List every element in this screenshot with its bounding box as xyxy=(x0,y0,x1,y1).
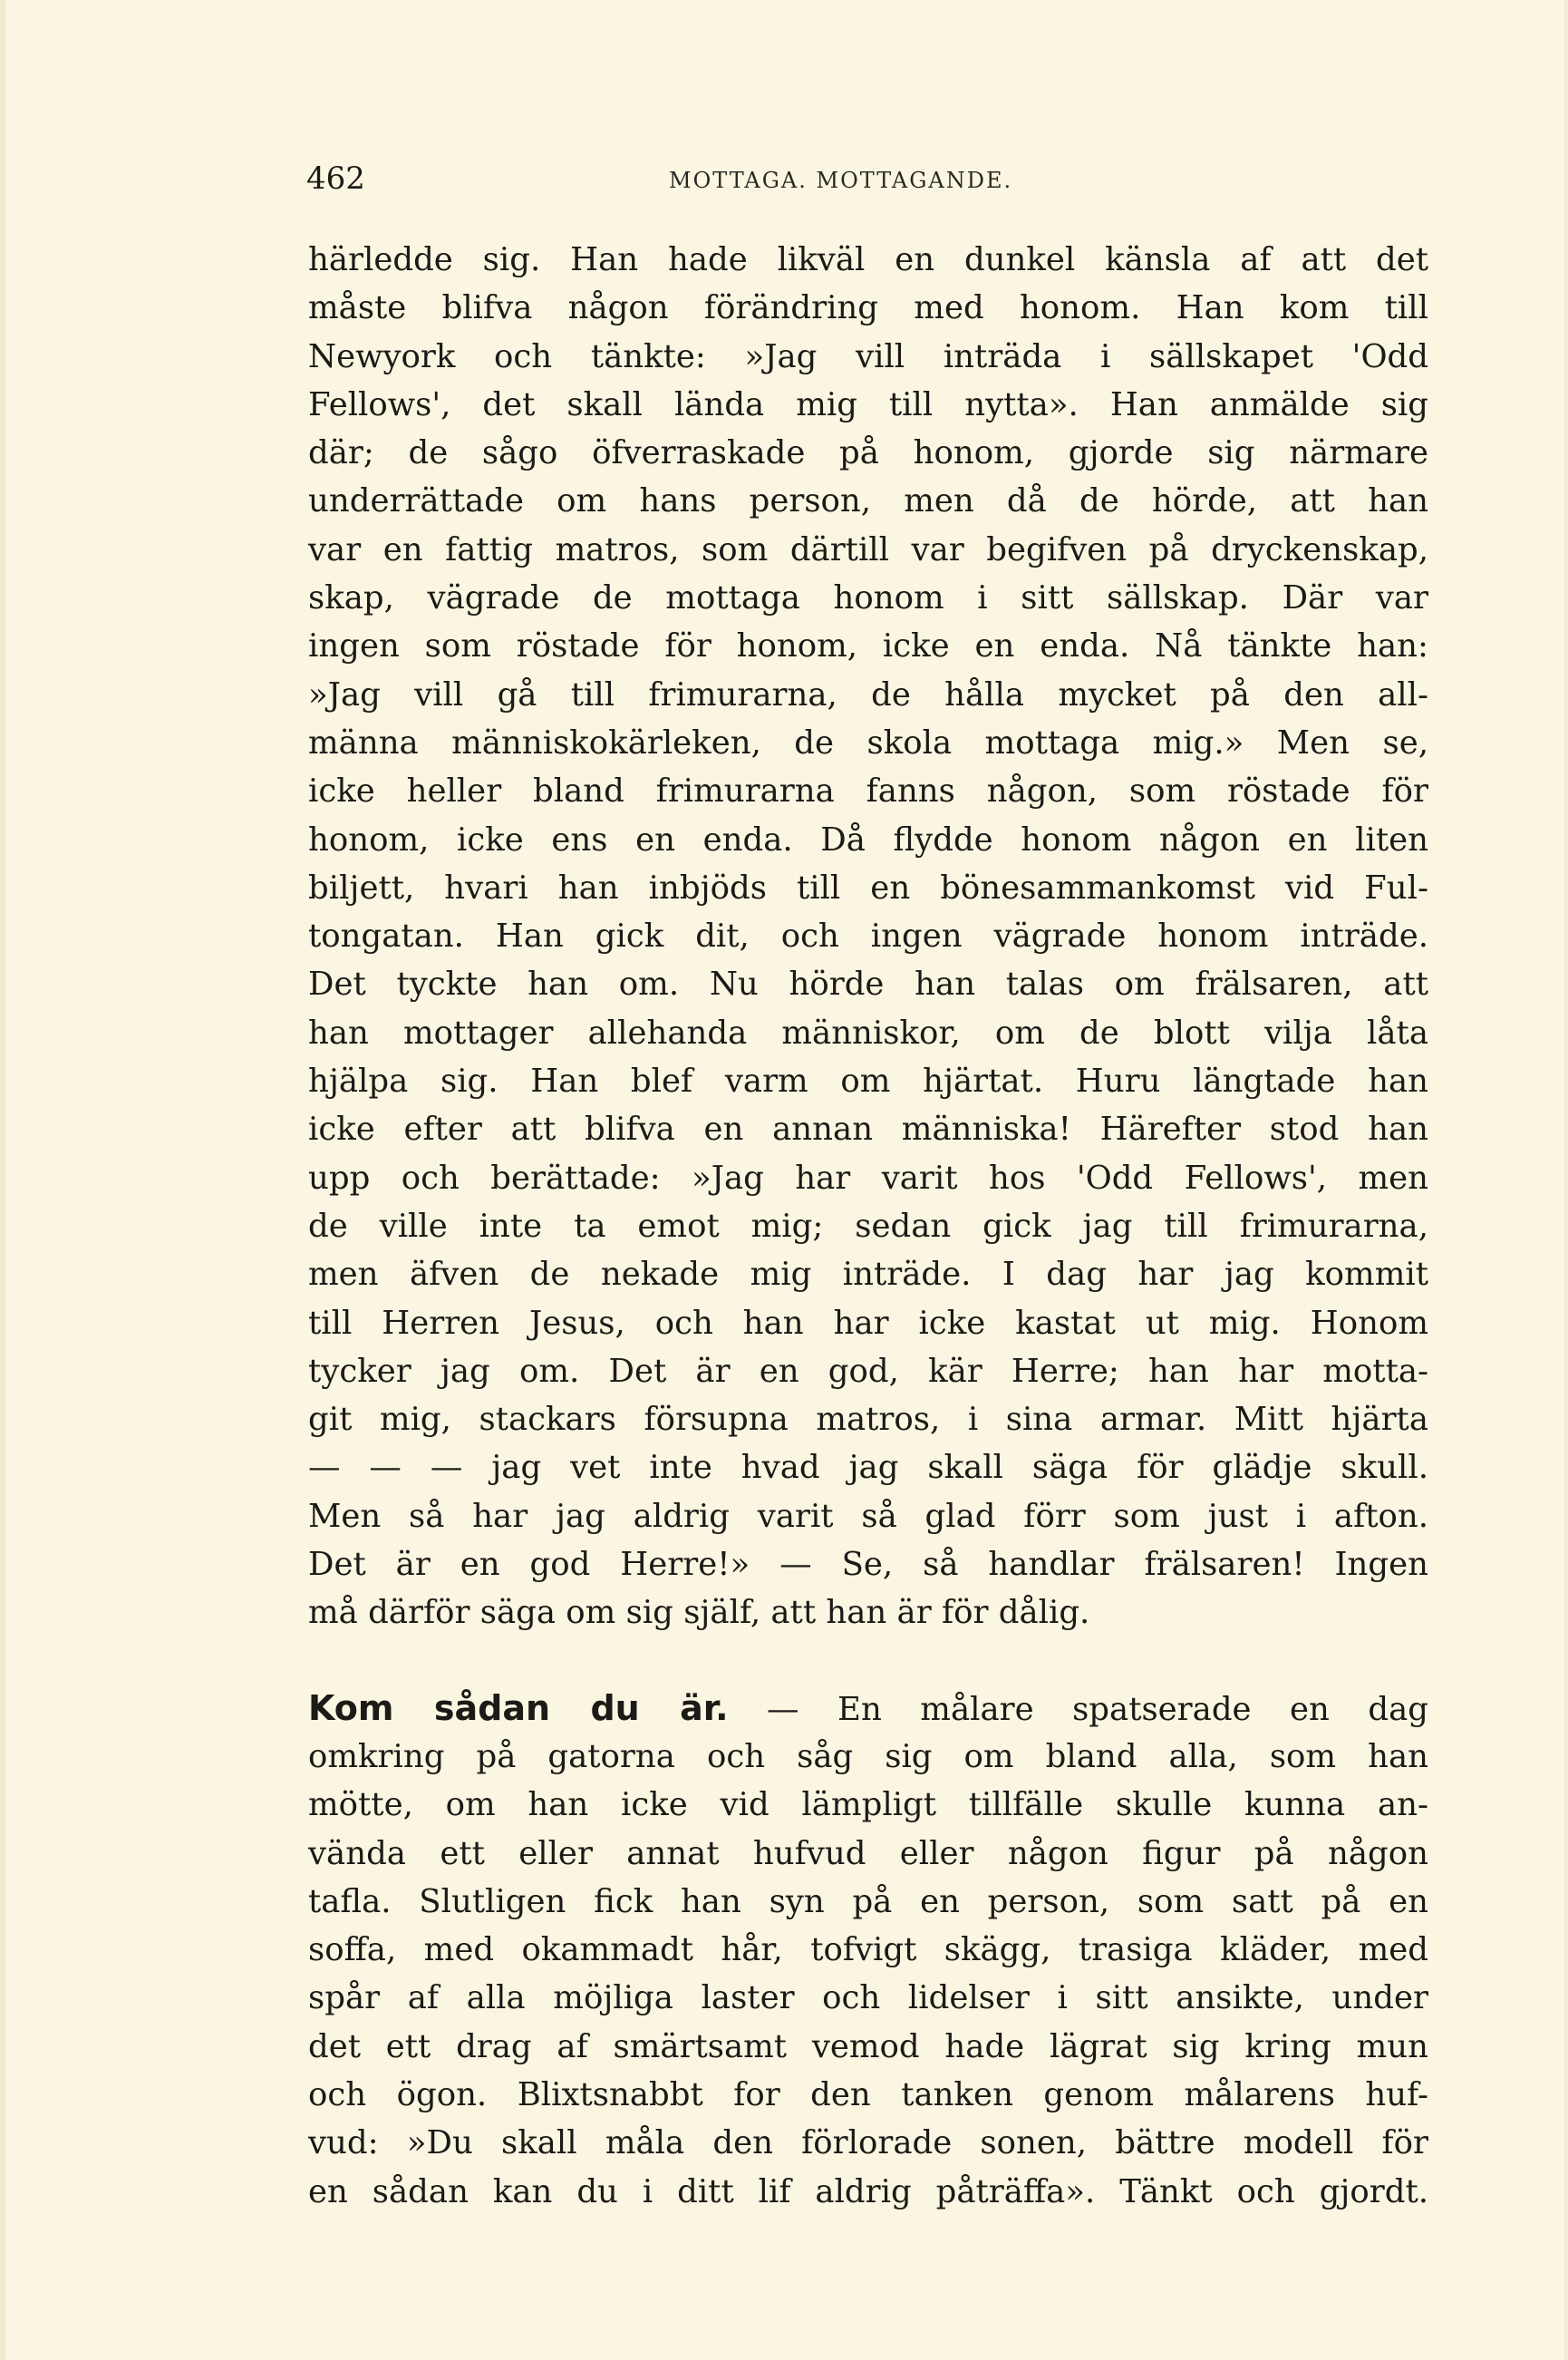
text-line: soffa, med okammadt hår, tofvigt skägg, trasiga kläder, med xyxy=(308,1931,1428,1969)
text-line: honom, icke ens en enda. Då flydde honom någon en liten xyxy=(308,821,1428,859)
paragraph-1 xyxy=(308,236,1428,1637)
page-number: 462 xyxy=(306,160,365,197)
page-header xyxy=(306,156,1430,201)
body-text xyxy=(308,236,1428,2216)
text-line: Men så har jag aldrig varit så glad förr som just i afton. xyxy=(308,1497,1428,1535)
text-line: biljett, hvari han inbjöds till en bönesammankomst vid Ful- xyxy=(308,869,1428,907)
text-line: icke heller bland frimurarna fanns någon, som röstade för xyxy=(308,772,1428,811)
text-line: — — — jag vet inte hvad jag skall säga för glädje skull. xyxy=(308,1449,1428,1487)
text-line: git mig, stackars försupna matros, i sina armar. Mitt hjärta xyxy=(308,1401,1428,1439)
section-kom-sadan-du-ar xyxy=(308,1685,1428,2216)
text-line: vända ett eller annat hufvud eller någon figur på någon xyxy=(308,1834,1428,1872)
section-first-line-text: — En målare spatserade en dag xyxy=(767,1690,1428,1728)
text-line: vud: »Du skall måla den förlorade sonen, bättre modell för xyxy=(308,2124,1428,2162)
text-line: tongatan. Han gick dit, och ingen vägrade honom inträde. xyxy=(308,918,1428,956)
text-line: Det tyckte han om. Nu hörde han talas om frälsaren, att xyxy=(308,966,1428,1004)
text-line: och ögon. Blixtsnabbt for den tanken genom målarens huf- xyxy=(308,2075,1428,2113)
text-line: mötte, om han icke vid lämpligt tillfälle skulle kunna an- xyxy=(308,1786,1428,1824)
text-line: härledde sig. Han hade likväl en dunkel känsla af att det xyxy=(308,241,1428,278)
text-line: Det är en god Herre!» — Se, så handlar frälsaren! Ingen xyxy=(308,1546,1428,1584)
text-line: till Herren Jesus, och han har icke kastat ut mig. Honom xyxy=(308,1304,1428,1342)
text-line: måste blifva någon förändring med honom. Han kom till xyxy=(308,289,1428,327)
running-head: MOTTAGA. MOTTAGANDE. xyxy=(669,168,1013,193)
text-line: de ville inte ta emot mig; sedan gick jag till frimurarna, xyxy=(308,1207,1428,1245)
text-line: må därför säga om sig själf, att han är för dålig. xyxy=(308,1594,1090,1632)
text-line: skap, vägrade de mottaga honom i sitt sällskap. Där var xyxy=(308,579,1428,617)
text-line: tafla. Slutligen fick han syn på en person, som satt på en xyxy=(308,1882,1428,1920)
section-heading: Kom sådan du är. xyxy=(308,1687,729,1728)
text-line: hjälpa sig. Han blef varm om hjärtat. Huru längtade han xyxy=(308,1063,1428,1101)
text-line: icke efter att blifva en annan människa! Härefter stod han xyxy=(308,1111,1428,1149)
text-line: men äfven de nekade mig inträde. I dag har jag kommit xyxy=(308,1256,1428,1294)
text-line: han mottager allehanda människor, om de blott vilja låta xyxy=(308,1014,1428,1052)
text-line: var en fattig matros, som därtill var begifven på dryckenskap, xyxy=(308,530,1428,568)
section-first-line xyxy=(308,1685,1428,1733)
text-line: ingen som röstade för honom, icke en enda. Nå tänkte han: xyxy=(308,627,1428,665)
text-line: Fellows', det skall lända mig till nytta». Han anmälde sig xyxy=(308,385,1428,423)
section-gap xyxy=(308,1637,1428,1685)
text-line: en sådan kan du i ditt lif aldrig påträffa». Tänkt och gjordt. xyxy=(308,2172,1428,2210)
text-line: det ett drag af smärtsamt vemod hade lägrat sig kring mun xyxy=(308,2027,1428,2065)
text-line: Newyork och tänkte: »Jag vill inträda i sällskapet 'Odd xyxy=(308,337,1428,375)
text-line: spår af alla möjliga laster och lidelser i sitt ansikte, under xyxy=(308,1979,1428,2017)
text-line: där; de sågo öfverraskade på honom, gjorde sig närmare xyxy=(308,434,1428,472)
text-line: männa människokärleken, de skola mottaga mig.» Men se, xyxy=(308,724,1428,762)
text-line: omkring på gatorna och såg sig om bland alla, som han xyxy=(308,1737,1428,1775)
text-line: upp och berättade: »Jag har varit hos 'Odd Fellows', men xyxy=(308,1159,1428,1197)
text-line: »Jag vill gå till frimurarna, de hålla mycket på den all- xyxy=(308,675,1428,714)
text-line: tycker jag om. Det är en god, kär Herre; han har motta- xyxy=(308,1352,1428,1390)
text-line: underrättade om hans person, men då de hörde, att han xyxy=(308,482,1428,520)
